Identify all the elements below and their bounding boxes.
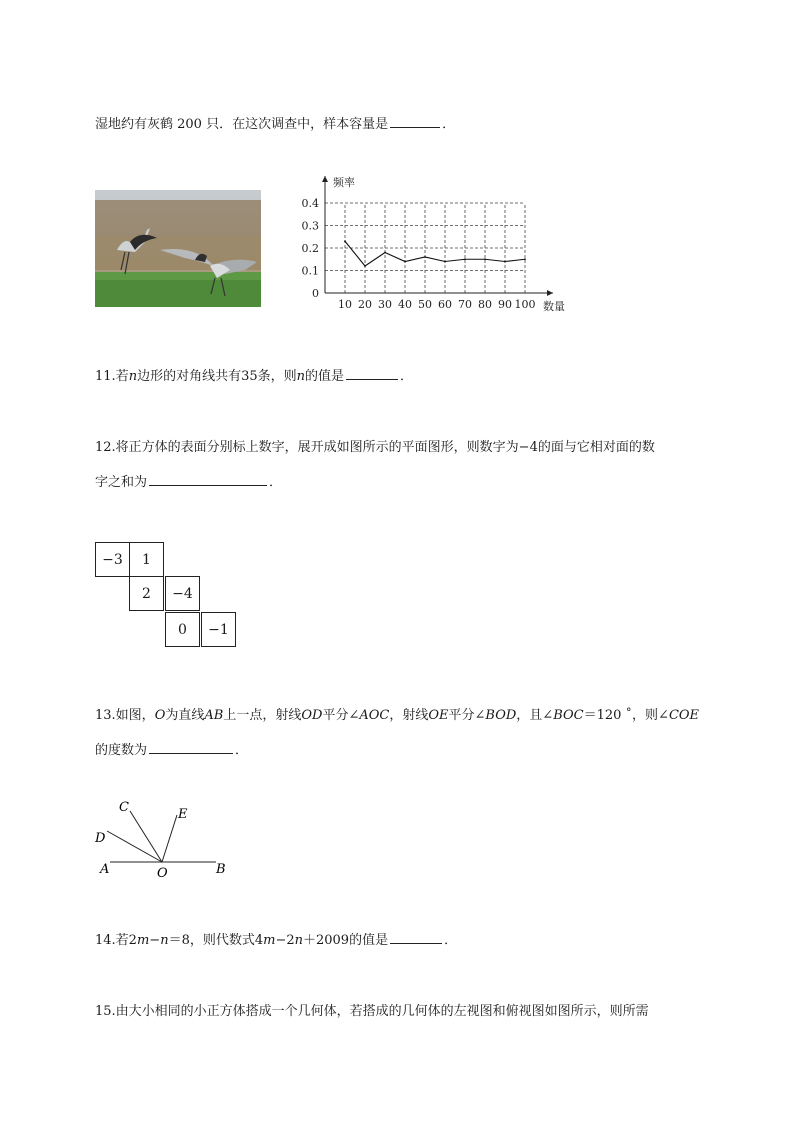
frequency-chart xyxy=(282,170,582,320)
y-tick-label: 0.3 xyxy=(301,219,319,233)
net-cell: 1 xyxy=(129,542,164,577)
x-tick-label: 80 xyxy=(478,298,492,311)
ray-od xyxy=(107,831,162,862)
q14-line: 14.若2m−n＝8，则代数式4m−2n＋2009的值是 ． xyxy=(95,933,458,948)
q10-line: 湿地约有灰鹤 200 只．在这次调查中，样本容量是 ． xyxy=(95,117,456,132)
ray-oc xyxy=(130,811,162,862)
data-point xyxy=(484,258,486,260)
data-point xyxy=(504,261,506,263)
net-cell: 2 xyxy=(129,576,164,611)
data-point xyxy=(424,256,426,258)
q13-blank xyxy=(149,741,233,754)
y-axis-arrow xyxy=(322,176,328,182)
data-point xyxy=(464,258,466,260)
ray-oe xyxy=(162,815,177,862)
net-cell: −3 xyxy=(95,542,130,577)
q12-line2: 字之和为 ． xyxy=(95,475,283,490)
data-point xyxy=(384,252,386,254)
data-point xyxy=(344,240,346,242)
x-tick-label: 50 xyxy=(418,298,432,311)
y-tick-label: 0 xyxy=(312,287,319,300)
angle-figure xyxy=(90,795,250,885)
q10-text: 湿地约有灰鹤 200 只．在这次调查中，样本容量是 xyxy=(95,117,389,132)
crane-photo xyxy=(95,190,261,307)
data-point xyxy=(404,261,406,263)
label-c: C xyxy=(119,800,129,815)
q10-blank xyxy=(390,115,440,128)
q11-line: 11.若n边形的对角线共有35条，则n的值是 ． xyxy=(95,369,414,384)
x-tick-label: 100 xyxy=(514,298,536,311)
y-tick-label: 0.1 xyxy=(301,264,319,278)
q13-line2: 的度数为 ． xyxy=(95,743,249,758)
label-a: A xyxy=(100,862,110,877)
q12-line1: 12.将正方体的表面分别标上数字，展开成如图所示的平面图形，则数字为−4的面与它相对面的数 xyxy=(95,440,655,455)
net-cell: −1 xyxy=(201,612,236,647)
frequency-series-line xyxy=(345,241,525,266)
x-axis-label: 数量 xyxy=(543,300,565,313)
x-tick-label: 10 xyxy=(338,298,352,311)
x-axis-arrow xyxy=(547,290,553,296)
label-e: E xyxy=(178,807,188,822)
y-tick-label: 0.4 xyxy=(301,197,319,210)
data-point xyxy=(364,265,366,267)
label-d: D xyxy=(95,831,106,846)
net-cell: −4 xyxy=(165,576,200,611)
label-o: O xyxy=(157,866,168,881)
y-axis-label: 频率 xyxy=(333,176,355,189)
data-point xyxy=(444,261,446,263)
q15-line: 15.由大小相同的小正方体搭成一个几何体，若搭成的几何体的左视图和俯视图如图所示，则所需 xyxy=(95,1004,649,1019)
cube-net xyxy=(95,542,255,652)
q14-blank xyxy=(390,931,442,944)
x-tick-label: 30 xyxy=(378,298,392,311)
x-tick-label: 40 xyxy=(398,298,412,311)
q12-blank xyxy=(149,473,267,486)
x-tick-label: 70 xyxy=(458,298,472,311)
x-tick-label: 60 xyxy=(438,298,452,311)
x-tick-label: 20 xyxy=(358,298,372,311)
x-tick-label: 90 xyxy=(498,298,512,311)
frequency-chart-svg xyxy=(282,170,582,320)
label-b: B xyxy=(216,862,226,877)
data-point xyxy=(524,258,526,260)
y-tick-label: 0.2 xyxy=(301,242,319,255)
q13-line1: 13.如图，O为直线AB上一点，射线OD平分∠AOC，射线OE平分∠BOD，且∠BOC＝120 ˚，则∠COE xyxy=(95,708,700,723)
net-cell: 0 xyxy=(165,612,200,647)
q11-blank xyxy=(346,367,398,380)
